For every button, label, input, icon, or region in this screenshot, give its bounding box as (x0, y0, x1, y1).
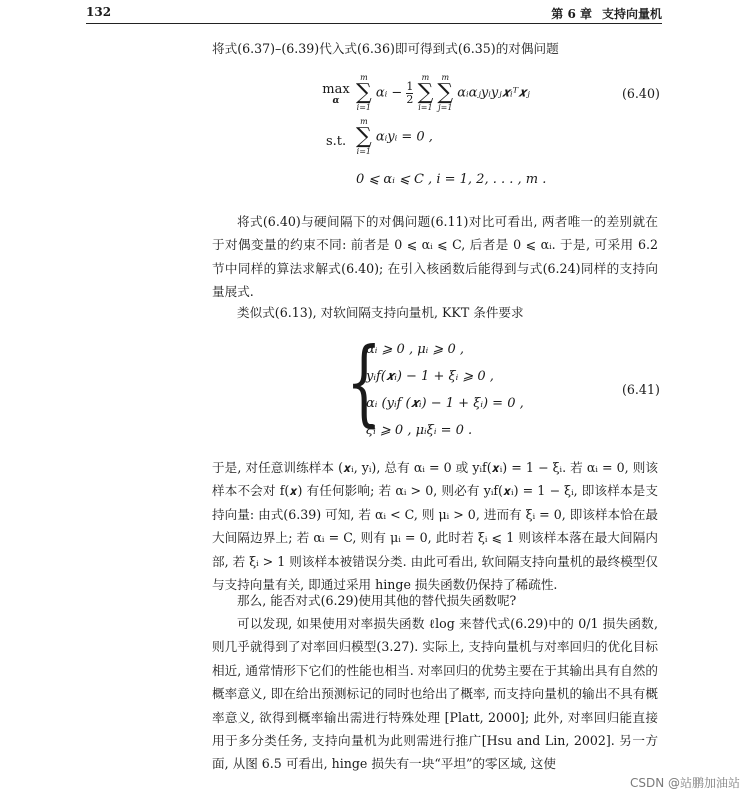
equation-number-6-41: (6.41) (622, 382, 660, 397)
paragraph-logistic-comparison: 可以发现, 如果使用对率损失函数 ℓlog 来替代式(6.29)中的 0/1 损失函数, 则几乎就得到了对率回归模型(3.27). 实际上, 支持向量机与对率回归的优化目标相近, 通常情形下它们的性能也相当. 对率回归的优势主要在于其输出具有自然的概率意义, 即在给出预测标记的同时也给出了概率, 而支持向量机的输出不具有概率意义, 欲得到概率输出需进行特殊处理 [Platt, 2000]; 此外, 对率回归能直接用于多分类任务, 支持向量机为此则需进行推广[Hsu and Lin, 2002]. 另一方面, 从图 6.5 可看出, hinge 损失有一块“平坦”的零区域, 这使 (212, 616, 658, 772)
constraint-line-2: 0 ⩽ αᵢ ⩽ C , i = 1, 2, . . . , m . (356, 172, 547, 187)
kkt-line-2: yᵢf(𝒙ᵢ) − 1 + ξᵢ ⩾ 0 , (366, 369, 494, 384)
kkt-line-4: ξᵢ ⩾ 0 , μᵢξᵢ = 0 . (366, 423, 473, 438)
left-brace: { (346, 328, 382, 437)
subject-to-label: s.t. (326, 134, 347, 149)
paragraph-question: 那么, 能否对式(6.29)使用其他的替代损失函数呢? (237, 593, 517, 608)
csdn-watermark: CSDN @站鹏加油站 (629, 776, 740, 790)
max-operator: max α (322, 82, 350, 106)
objective-line: m ∑ i=1 αᵢ − $\frac{1}{2}$ m ∑ i=1 m ∑ j=1 αᵢαⱼyᵢyⱼ𝒙ᵢᵀ𝒙ⱼ (356, 73, 530, 112)
equation-number-6-40: (6.40) (622, 86, 660, 101)
kkt-line-1: αᵢ ⩾ 0 , μᵢ ⩾ 0 , (366, 342, 464, 357)
paragraph-dual-comparison: 将式(6.40)与硬间隔下的对偶问题(6.11)对比可看出, 两者唯一的差别就在于对偶变量的约束不同: 前者是 0 ⩽ αᵢ ⩽ C, 后者是 0 ⩽ αᵢ. 于是, 可采用 6.2 节中同样的算法求解式(6.40); 在引入核函数后能得到与式(6.24)同样的支持向量展式. (212, 214, 658, 300)
paragraph-support-vector-analysis: 于是, 对任意训练样本 (𝒙ᵢ, yᵢ), 总有 αᵢ = 0 或 yᵢf(𝒙ᵢ) = 1 − ξᵢ. 若 αᵢ = 0, 则该样本不会对 f(𝒙) 有任何影响; 若 αᵢ > 0, 则必有 yᵢf(𝒙ᵢ) = 1 − ξᵢ, 即该样本是支持向量: 由式(6.39) 可知, 若 αᵢ < C, 则 μᵢ > 0, 进而有 ξᵢ = 0, 即该样本恰在最大间隔边界上; 若 αᵢ = C, 则有 μᵢ = 0, 此时若 ξᵢ ⩽ 1 则该样本落在最大间隔内部, 若 ξᵢ > 1 则该样本被错误分类. 由此可看出, 软间隔支持向量机的最终模型仅与支持向量有关, 即通过采用 hinge 损失函数仍保持了稀疏性. (212, 460, 658, 593)
page-number: 132 (86, 5, 112, 19)
kkt-line-3: αᵢ (yᵢf (𝒙ᵢ) − 1 + ξᵢ) = 0 , (366, 396, 524, 411)
page-header (86, 2, 662, 22)
constraint-line-1: m ∑ i=1 αᵢyᵢ = 0 , (356, 117, 433, 156)
chapter-number: 第 6 章 (551, 7, 592, 21)
chapter-title: 支持向量机 (601, 7, 662, 21)
intro-sentence: 将式(6.37)–(6.39)代入式(6.36)即可得到式(6.35)的对偶问题 (212, 41, 559, 56)
paragraph-kkt-intro: 类似式(6.13), 对软间隔支持向量机, KKT 条件要求 (237, 305, 524, 320)
running-head (551, 5, 662, 22)
header-rule (86, 23, 662, 24)
